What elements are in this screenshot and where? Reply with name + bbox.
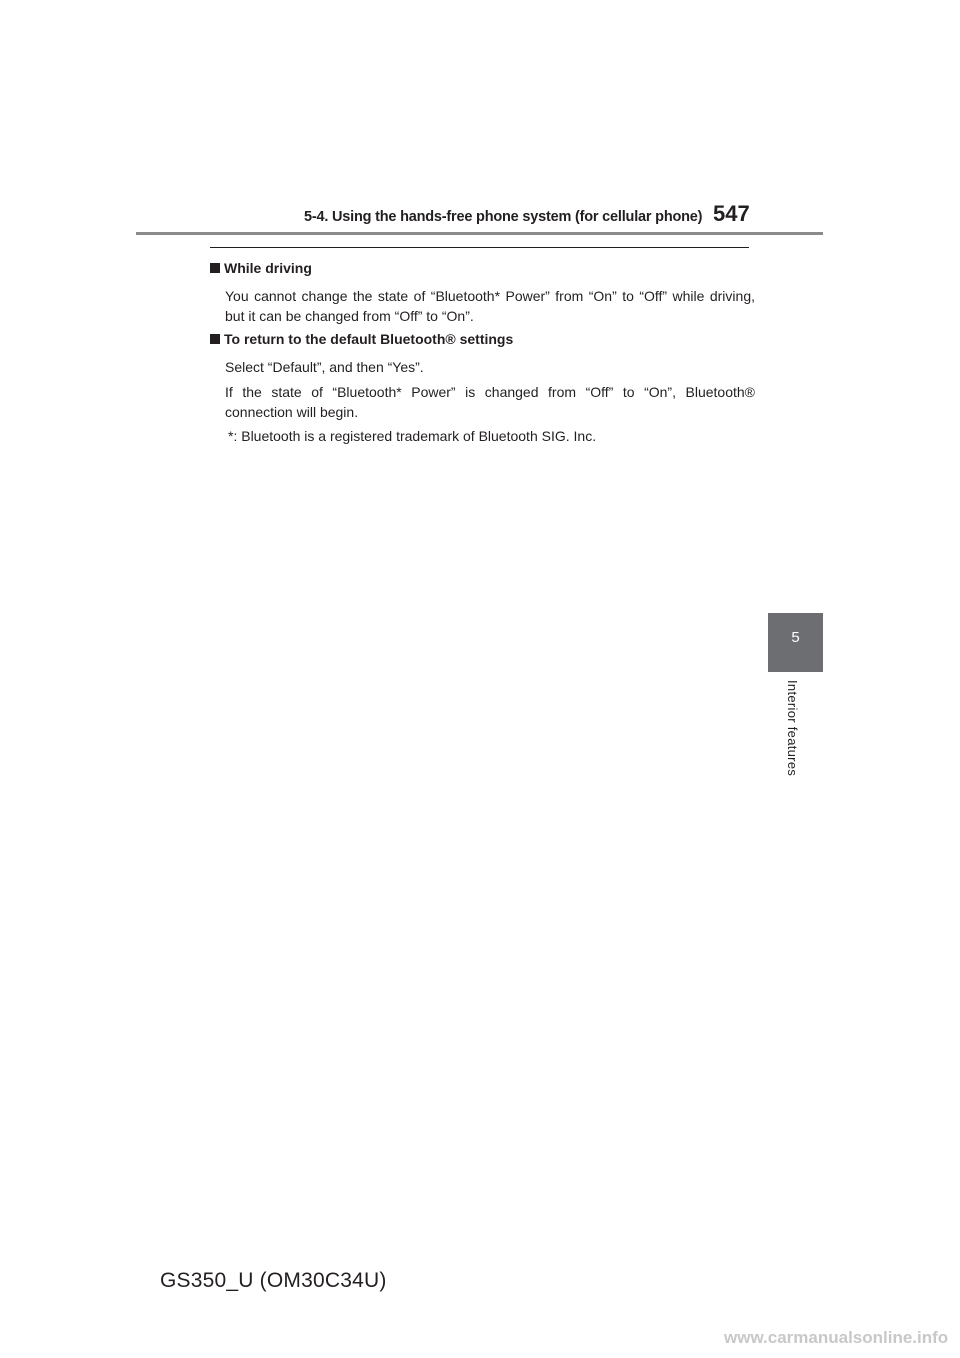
content-divider [210, 247, 749, 248]
paragraph-text: You cannot change the state of “Bluetooth* Power” from “On” to “Off” while driving, but it can be changed from “Off” to “On”. [225, 288, 755, 324]
section-heading-text: While driving [224, 260, 312, 276]
section-title: 5-4. Using the hands-free phone system (for cellular phone) [304, 209, 703, 225]
paragraph [210, 286, 755, 326]
section-default-settings [210, 329, 755, 422]
section-heading [210, 329, 755, 349]
section-heading [210, 258, 755, 278]
section-heading-text: To return to the default Bluetooth® settings [224, 331, 514, 347]
paragraph [210, 382, 755, 422]
model-code: GS350_U (OM30C34U) [160, 1269, 387, 1292]
page-number: 547 [713, 201, 750, 226]
chapter-tab [768, 613, 823, 672]
footnote: *: Bluetooth is a registered trademark of Bluetooth SIG. Inc. [228, 428, 597, 444]
paragraph-text: Select “Default”, and then “Yes”. [225, 359, 424, 375]
paragraph [210, 357, 755, 377]
chapter-number: 5 [791, 629, 800, 646]
page-header [0, 0, 960, 240]
section-while-driving [210, 258, 755, 326]
bullet-square-icon [210, 334, 220, 344]
header-divider [136, 232, 823, 235]
chapter-label: Interior features [785, 680, 800, 777]
paragraph-text: If the state of “Bluetooth* Power” is changed from “Off” to “On”, Bluetooth® connection will begin. [225, 384, 755, 420]
site-watermark: www.carmanualsonline.info [724, 1328, 949, 1347]
bullet-square-icon [210, 263, 220, 273]
